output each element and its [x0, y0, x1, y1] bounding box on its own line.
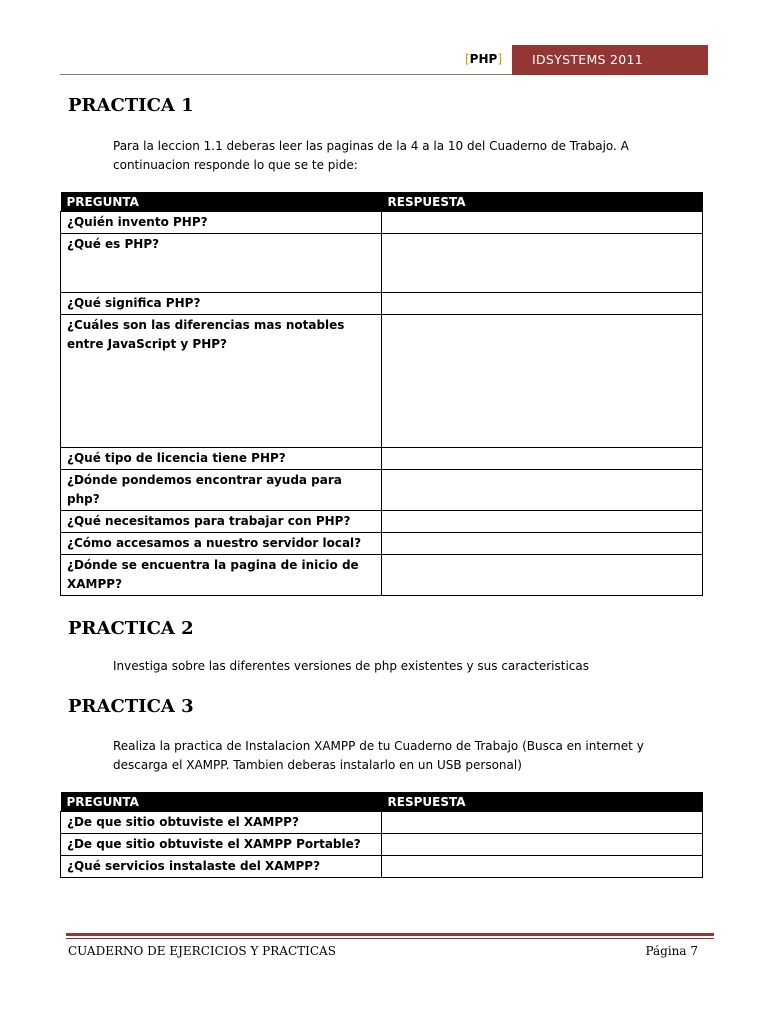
- table-row: [61, 812, 703, 834]
- footer-rule-thin: [66, 938, 714, 939]
- header-rule: [60, 74, 512, 75]
- header-tag-text: PHP: [469, 52, 498, 66]
- column-header-answer: RESPUESTA: [382, 792, 703, 812]
- answer-cell[interactable]: [382, 533, 703, 555]
- table-row: [61, 448, 703, 470]
- practica1-intro: Para la leccion 1.1 deberas leer las paginas de la 4 a la 10 del Cuaderno de Trabajo. A continuacion responde lo que se te pide:: [113, 139, 629, 172]
- table-row: [61, 856, 703, 878]
- column-header-answer: RESPUESTA: [382, 192, 703, 212]
- footer-rule-thick: [66, 933, 714, 936]
- question-cell: ¿Dónde pondemos encontrar ayuda para php?: [61, 470, 382, 511]
- answer-cell[interactable]: [382, 315, 703, 448]
- table-row: [61, 511, 703, 533]
- answer-cell[interactable]: [382, 234, 703, 293]
- column-header-question: PREGUNTA: [61, 192, 382, 212]
- table-header-row: [61, 192, 703, 212]
- answer-cell[interactable]: [382, 856, 703, 878]
- header-bracket-close: ]: [497, 52, 502, 66]
- table-row: [61, 212, 703, 234]
- practica3-intro: Realiza la practica de Instalacion XAMPP de tu Cuaderno de Trabajo (Busca en internet y descarga el XAMPP. Tambien deberas instalarlo en un USB personal): [113, 739, 644, 772]
- answer-cell[interactable]: [382, 212, 703, 234]
- answer-cell[interactable]: [382, 834, 703, 856]
- question-cell: ¿De que sitio obtuviste el XAMPP?: [61, 812, 382, 834]
- header-bracket-open: [: [464, 52, 470, 66]
- footer-title: CUADERNO DE EJERCICIOS Y PRACTICAS: [68, 944, 336, 958]
- answer-cell[interactable]: [382, 511, 703, 533]
- question-cell: ¿Cuáles son las diferencias mas notables entre JavaScript y PHP?: [61, 315, 382, 448]
- practica2-title: PRACTICA 2: [68, 618, 194, 639]
- answer-cell[interactable]: [382, 448, 703, 470]
- practica3-table: [60, 792, 703, 878]
- page-number: Página 7: [645, 944, 698, 958]
- question-cell: ¿De que sitio obtuviste el XAMPP Portable?: [61, 834, 382, 856]
- column-header-question: PREGUNTA: [61, 792, 382, 812]
- practica1-title: PRACTICA 1: [68, 95, 194, 116]
- question-cell: ¿Dónde se encuentra la pagina de inicio de XAMPP?: [61, 555, 382, 596]
- question-cell: ¿Cómo accesamos a nuestro servidor local?: [61, 533, 382, 555]
- question-cell: ¿Qué necesitamos para trabajar con PHP?: [61, 511, 382, 533]
- page-header: [60, 45, 708, 75]
- question-cell: ¿Qué tipo de licencia tiene PHP?: [61, 448, 382, 470]
- answer-cell[interactable]: [382, 555, 703, 596]
- table-row: [61, 555, 703, 596]
- table-row: [61, 293, 703, 315]
- question-cell: ¿Qué servicios instalaste del XAMPP?: [61, 856, 382, 878]
- table-row: [61, 470, 703, 511]
- table-row: [61, 834, 703, 856]
- table-row: [61, 315, 703, 448]
- table-header-row: [61, 792, 703, 812]
- answer-cell[interactable]: [382, 812, 703, 834]
- question-cell: ¿Qué es PHP?: [61, 234, 382, 293]
- header-tag: [465, 52, 502, 66]
- question-cell: ¿Qué significa PHP?: [61, 293, 382, 315]
- practica1-table: [60, 192, 703, 596]
- answer-cell[interactable]: [382, 470, 703, 511]
- question-cell: ¿Quién invento PHP?: [61, 212, 382, 234]
- table-row: [61, 533, 703, 555]
- table-row: [61, 234, 703, 293]
- header-box: IDSYSTEMS 2011: [512, 45, 708, 75]
- practica2-intro: Investiga sobre las diferentes versiones de php existentes y sus caracteristicas: [113, 659, 590, 673]
- practica3-title: PRACTICA 3: [68, 696, 194, 717]
- answer-cell[interactable]: [382, 293, 703, 315]
